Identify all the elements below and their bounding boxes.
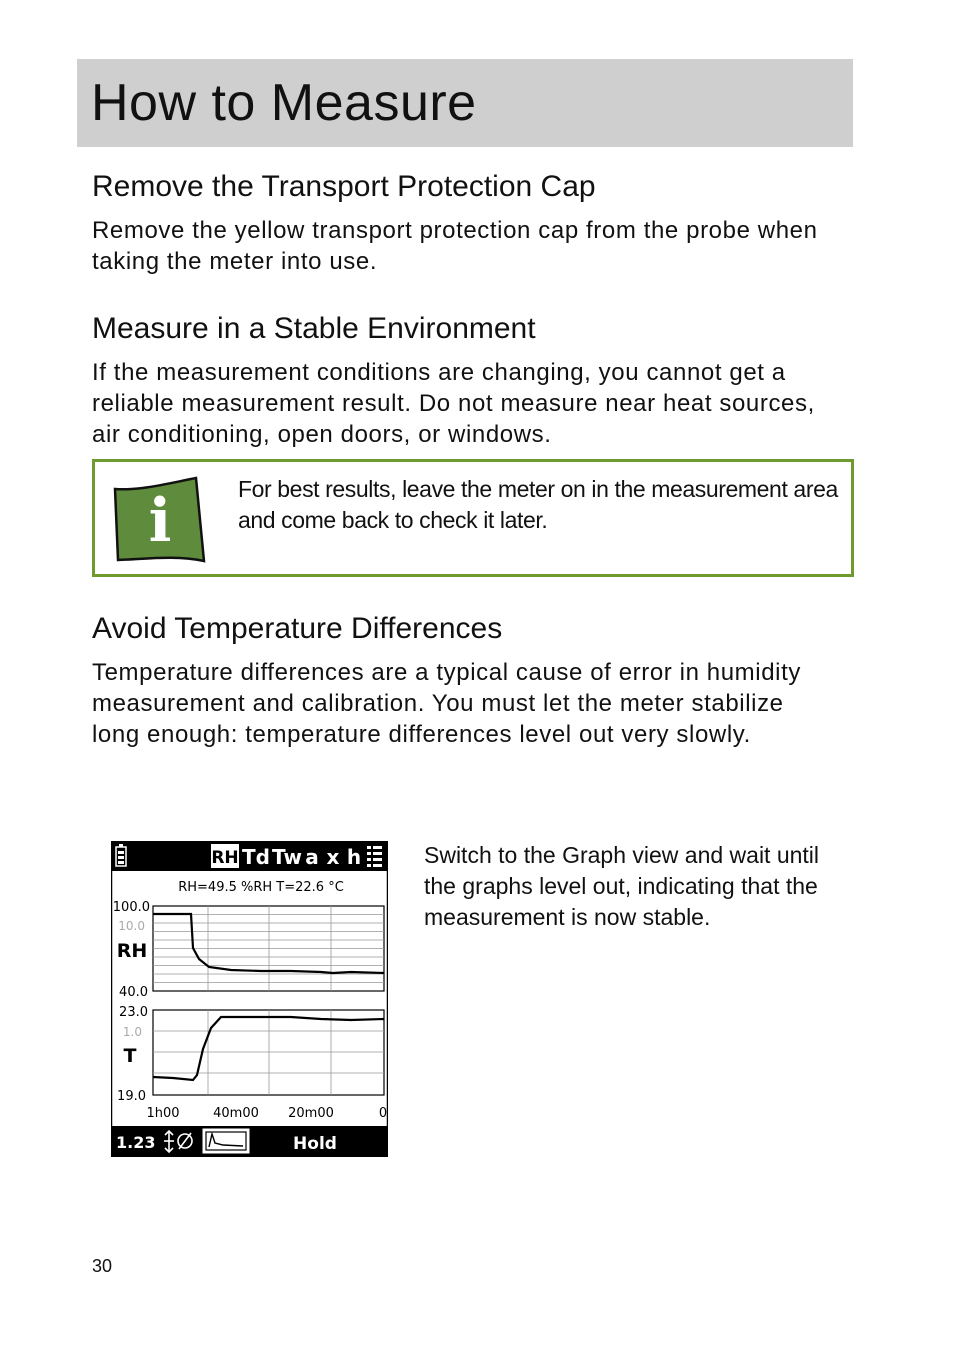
meter-graph-screen bbox=[111, 841, 388, 1157]
info-icon-letter: i bbox=[148, 486, 172, 556]
info-note-box bbox=[92, 459, 854, 577]
time-tick-1h00: 1h00 bbox=[146, 1106, 180, 1121]
section-heading-stable-environment: Measure in a Stable Environment bbox=[92, 312, 536, 345]
section-body-temperature-differences: Temperature differences are a typical cause of error in humidity measurement and calibration. You must let the meter stabilize long enough: temperature differences level out very slowly. bbox=[92, 659, 801, 748]
t-axis-label: T bbox=[123, 1045, 137, 1067]
rh-graph bbox=[153, 906, 384, 991]
header-item-h: h bbox=[346, 845, 362, 869]
temperature-graph bbox=[153, 1010, 384, 1095]
time-tick-20m00: 20m00 bbox=[288, 1106, 334, 1121]
header-item-tw: Tw bbox=[272, 845, 302, 869]
graph-view-icon[interactable] bbox=[203, 1129, 249, 1153]
section-heading-transport-cap: Remove the Transport Protection Cap bbox=[92, 170, 596, 203]
section-body-stable-environment: If the measurement conditions are changing, you cannot get a reliable measurement result. Do not measure near heat sources, air conditioning, open doors, or windows. bbox=[92, 359, 815, 448]
rh-axis-label: RH bbox=[116, 940, 148, 962]
section-body-transport-cap: Remove the yellow transport protection cap from the probe when taking the meter into use. bbox=[92, 217, 818, 275]
graph-view-instructions: Switch to the Graph view and wait until the graphs level out, indicating that the measurement is now stable. bbox=[424, 842, 820, 930]
header-item-td: Td bbox=[242, 845, 270, 869]
page-number: 30 bbox=[92, 1256, 113, 1276]
t-axis-max: 23.0 bbox=[119, 1005, 148, 1020]
footer-value: 1.23 bbox=[116, 1133, 156, 1152]
time-tick-40m00: 40m00 bbox=[213, 1106, 259, 1121]
measurement-readout: RH=49.5 %RH T=22.6 °C bbox=[178, 880, 344, 895]
header-item-rh: RH bbox=[211, 848, 239, 868]
header-item-x: x bbox=[326, 845, 340, 869]
hold-button[interactable]: Hold bbox=[293, 1134, 337, 1154]
rh-axis-scale: 10.0 bbox=[118, 919, 145, 933]
rh-axis-max: 100.0 bbox=[112, 900, 150, 915]
title-bar bbox=[77, 59, 853, 147]
page-title: How to Measure bbox=[91, 74, 477, 132]
t-axis-min: 19.0 bbox=[117, 1089, 146, 1104]
time-tick-0: 0 bbox=[378, 1106, 388, 1121]
info-note-text: For best results, leave the meter on in the measurement area and come back to check it later. bbox=[238, 476, 838, 533]
t-axis-scale: 1.0 bbox=[122, 1025, 142, 1039]
info-icon bbox=[110, 473, 206, 565]
section-heading-temperature-differences: Avoid Temperature Differences bbox=[92, 612, 503, 645]
rh-axis-min: 40.0 bbox=[119, 985, 148, 1000]
header-item-a: a bbox=[305, 845, 319, 869]
